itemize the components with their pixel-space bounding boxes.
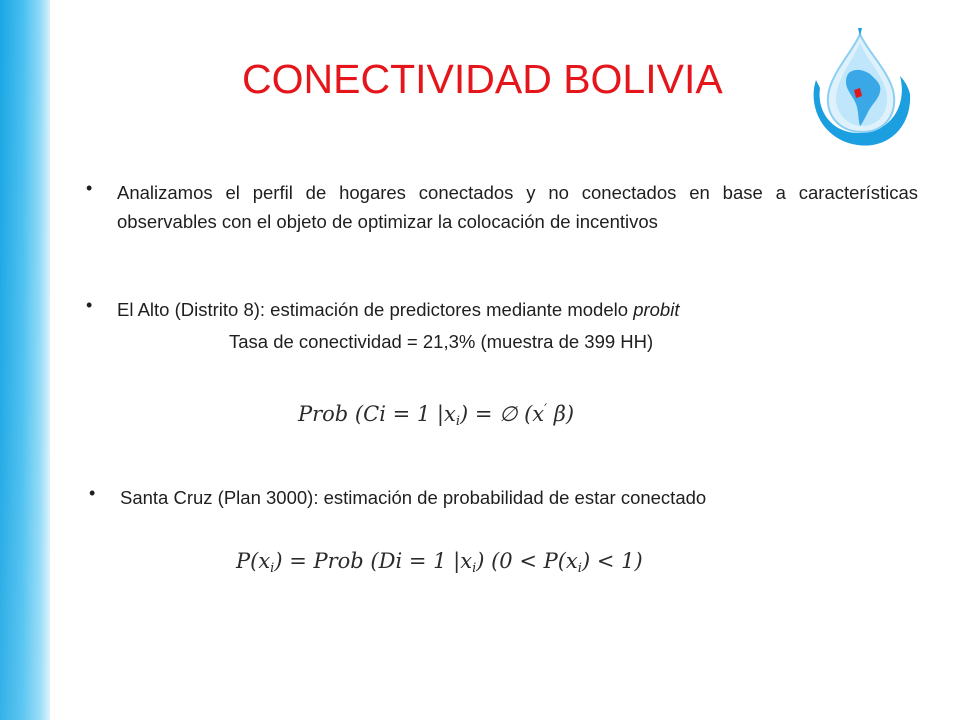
equation-2-part-d: ) < 1) <box>581 549 643 573</box>
decorative-side-band <box>0 0 50 720</box>
equation-2-sub-c: i <box>577 561 582 576</box>
equation-2-part-b: ) = Prob (Di = 1 |x <box>274 549 473 573</box>
equation-1-rhs-open: ) = ∅ (x <box>459 402 545 426</box>
equation-1-transpose-mark: ′ <box>544 402 548 417</box>
equation-1-lhs-subscript: i <box>455 414 460 429</box>
probit-equation <box>298 402 574 429</box>
probability-equation <box>236 549 643 576</box>
equation-2-part-c: ) (0 < P(x <box>476 549 578 573</box>
bullet-item-santa-cruz <box>89 483 889 512</box>
bullet-text-santa-cruz: Santa Cruz (Plan 3000): estimación de probabilidad de estar conectado <box>120 487 707 508</box>
equation-1-lhs: Prob (Ci = 1 |x <box>298 402 456 426</box>
bullet-text-el-alto-italic: probit <box>633 299 680 320</box>
bullet-item-analysis <box>86 178 918 236</box>
equation-2-sub-b: i <box>472 561 477 576</box>
bullet-marker: • <box>86 295 93 315</box>
bullet-marker: • <box>89 483 96 503</box>
connectivity-rate-line: Tasa de conectividad = 21,3% (muestra de 399 HH) <box>229 331 654 352</box>
equation-2-sub-a: i <box>270 561 275 576</box>
bullet-text-el-alto <box>117 295 886 324</box>
bullet-text-analysis: Analizamos el perfil de hogares conectados y no conectados en base a características observables con el objeto de optimizar la colocación de incentivos <box>117 182 918 232</box>
equation-1-rhs-close: β) <box>547 402 575 426</box>
equation-2-part-a: P(x <box>236 549 271 573</box>
slide-title: CONECTIVIDAD BOLIVIA <box>242 56 723 102</box>
bullet-item-el-alto <box>86 295 886 324</box>
bullet-marker: • <box>86 178 93 198</box>
bullet-text-el-alto-prefix: El Alto (Distrito 8): estimación de predictores mediante modelo <box>117 299 634 320</box>
water-drop-logo-icon <box>802 28 918 150</box>
